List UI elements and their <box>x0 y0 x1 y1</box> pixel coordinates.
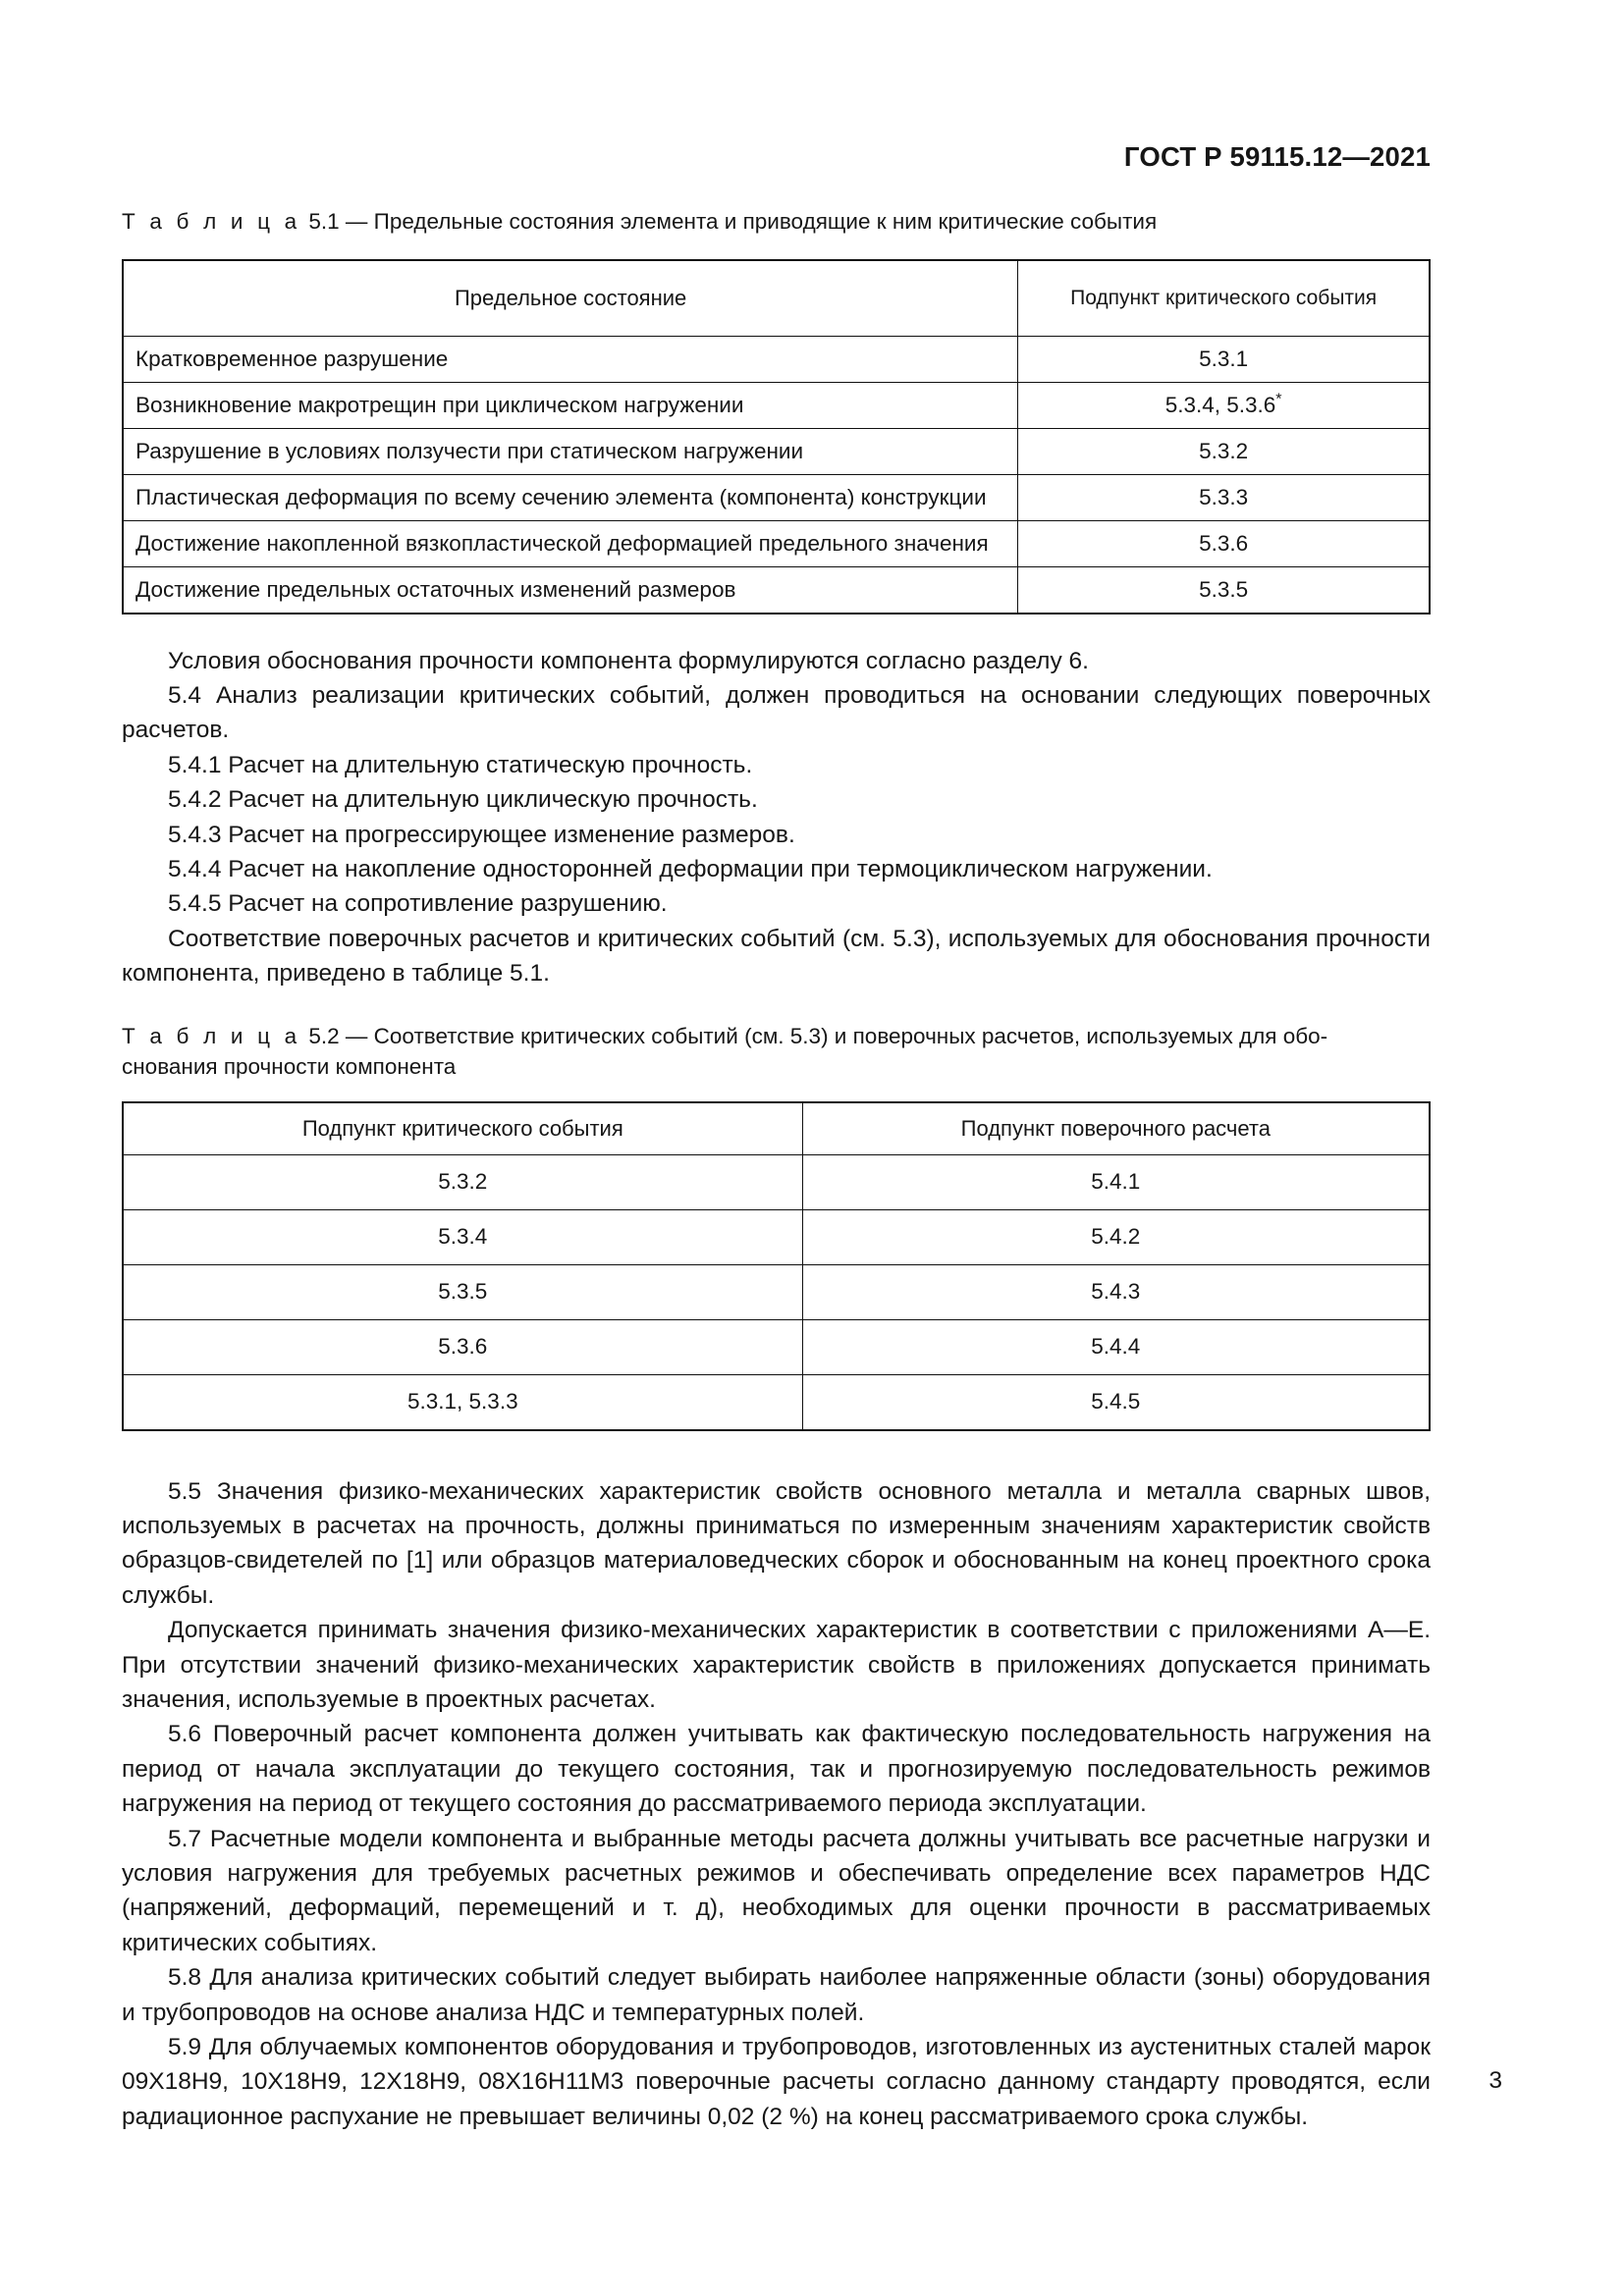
table-5-2-caption-label: Т а б л и ц а <box>122 1023 301 1048</box>
paragraph-5-4-2: 5.4.2 Расчет на длительную циклическую прочность. <box>168 786 758 814</box>
cell-clause: 5.3.5 <box>1018 566 1430 614</box>
cell-clause: 5.3.2 <box>1018 428 1430 474</box>
paragraph-5-4-4: 5.4.4 Расчет на накопление односторонней деформации при термоциклическом нагружении. <box>168 855 1213 882</box>
paragraph-5-4-3: 5.4.3 Расчет на прогрессирующее изменение размеров. <box>168 821 795 848</box>
table-row <box>123 566 1430 614</box>
cell-calc: 5.4.1 <box>802 1154 1430 1209</box>
cell-state: Возникновение макротрещин при циклическом нагружении <box>123 382 1018 428</box>
table-5-2-caption <box>122 1021 1431 1082</box>
cell-clause <box>1018 382 1430 428</box>
table-5-1-caption <box>122 206 1431 237</box>
cell-clause: 5.3.6 <box>1018 520 1430 566</box>
cell-event: 5.3.2 <box>123 1154 802 1209</box>
paragraph-5-8: 5.8 Для анализа критических событий следует выбирать наиболее напряженные области (зоны) оборудования и трубопроводов на основе анализа НДС и температурных полей. <box>122 1964 1431 2026</box>
table-row <box>123 428 1430 474</box>
table-row <box>123 1209 1430 1264</box>
paragraph-5-4: 5.4 Анализ реализации критических событий, должен проводиться на основании следующих поверочных расчетов. <box>122 681 1431 744</box>
cell-event: 5.3.4 <box>123 1209 802 1264</box>
paragraph-5-4-1: 5.4.1 Расчет на длительную статическую прочность. <box>168 751 753 778</box>
cell-state: Кратковременное разрушение <box>123 336 1018 382</box>
cell-event: 5.3.5 <box>123 1264 802 1319</box>
table-row <box>123 1374 1430 1430</box>
table-5-1-col-clause: Подпункт критического события <box>1018 260 1430 337</box>
table-row <box>123 1264 1430 1319</box>
table-5-1-caption-number: 5.1 <box>308 208 340 234</box>
table-row <box>123 474 1430 520</box>
table-5-1-col-state: Предельное состояние <box>123 260 1018 337</box>
table-5-2-header-row <box>123 1102 1430 1155</box>
table-5-2-caption-number: 5.2 <box>308 1023 340 1048</box>
cell-state: Достижение накопленной вязкопластической деформацией предельного значения <box>123 520 1018 566</box>
table-5-2-caption-text-line2: снования прочности компонента <box>122 1053 457 1079</box>
cell-event: 5.3.1, 5.3.3 <box>123 1374 802 1430</box>
table-5-2-caption-text: — Соответствие критических событий (см. 5.3) и поверочных расчетов, используемых для обо- <box>345 1023 1328 1048</box>
cell-calc: 5.4.2 <box>802 1209 1430 1264</box>
table-row <box>123 1154 1430 1209</box>
cell-calc: 5.4.4 <box>802 1319 1430 1374</box>
cell-state: Пластическая деформация по всему сечению элемента (компонента) конструкции <box>123 474 1018 520</box>
table-5-1-caption-label: Т а б л и ц а <box>122 208 301 234</box>
cell-state: Разрушение в условиях ползучести при статическом нагружении <box>123 428 1018 474</box>
table-5-1-header-row <box>123 260 1430 337</box>
table-5-2 <box>122 1101 1431 1431</box>
footnote-asterisk: * <box>1275 391 1282 407</box>
paragraph-5-7: 5.7 Расчетные модели компонента и выбранные методы расчета должны учитывать все расчетные нагрузки и условия нагружения для требуемых расчетных режимов и обеспечивать определение всех параметров НДС (напряжений, деформаций, перемещений и т. д), необходимых для оценки прочности в рассматриваемых критических событиях. <box>122 1825 1431 1956</box>
paragraph-allowed: Допускается принимать значения физико-механических характеристик в соответствии с приложениями А—Е. При отсутствии значений физико-механических характеристик свойств в приложениях допускается принимать значения, используемые в проектных расчетах. <box>122 1617 1431 1713</box>
cell-event: 5.3.6 <box>123 1319 802 1374</box>
cell-calc: 5.4.3 <box>802 1264 1430 1319</box>
table-row <box>123 336 1430 382</box>
table-5-1-caption-text: — Предельные состояния элемента и приводящие к ним критические события <box>345 208 1158 234</box>
table-5-2-col-event: Подпункт критического события <box>123 1102 802 1155</box>
paragraph-5-5: 5.5 Значения физико-механических характеристик свойств основного металла и металла сварных швов, используемых в расчетах на прочность, должны приниматься по измеренным значениям характеристик свойств образцов-свидетелей по [1] или образцов материаловедческих сборок и обоснованным на конец проектного срока службы. <box>122 1477 1431 1609</box>
paragraph-conditions: Условия обоснования прочности компонента формулируются согласно разделу 6. <box>168 647 1089 674</box>
document-header <box>122 143 1431 171</box>
cell-calc: 5.4.5 <box>802 1374 1430 1430</box>
paragraph-5-4-5: 5.4.5 Расчет на сопротивление разрушению. <box>168 890 668 918</box>
page-content <box>122 0 1431 2134</box>
cell-state: Достижение предельных остаточных изменений размеров <box>123 566 1018 614</box>
table-row <box>123 1319 1430 1374</box>
paragraph-5-6: 5.6 Поверочный расчет компонента должен учитывать как фактическую последовательность нагружения на период от начала эксплуатации до текущего состояния, так и прогнозируемую последовательность режимов нагружения на период от текущего состояния до рассматриваемого периода эксплуатации. <box>122 1721 1431 1818</box>
cell-clause: 5.3.1 <box>1018 336 1430 382</box>
table-5-1 <box>122 259 1431 614</box>
cell-clause-text: 5.3.4, 5.3.6 <box>1164 392 1276 417</box>
cell-clause: 5.3.3 <box>1018 474 1430 520</box>
paragraph-correspondence: Соответствие поверочных расчетов и критических событий (см. 5.3), используемых для обоснования прочности компонента, приведено в таблице 5.1. <box>122 925 1431 988</box>
paragraph-5-9: 5.9 Для облучаемых компонентов оборудования и трубопроводов, изготовленных из аустенитных сталей марок 09Х18Н9, 10Х18Н9, 12Х18Н9, 08Х16Н11М3 поверочные расчеты согласно данному стандарту проводятся, если радиационное распухание не превышает величины 0,02 (2 %) на конец рассматриваемого срока службы. <box>122 2034 1431 2130</box>
standard-id: ГОСТ Р 59115.12—2021 <box>1123 141 1431 172</box>
table-row <box>123 520 1430 566</box>
table-5-2-col-calc: Подпункт поверочного расчета <box>802 1102 1430 1155</box>
page-number: 3 <box>1489 2067 1502 2094</box>
table-row <box>123 382 1430 428</box>
